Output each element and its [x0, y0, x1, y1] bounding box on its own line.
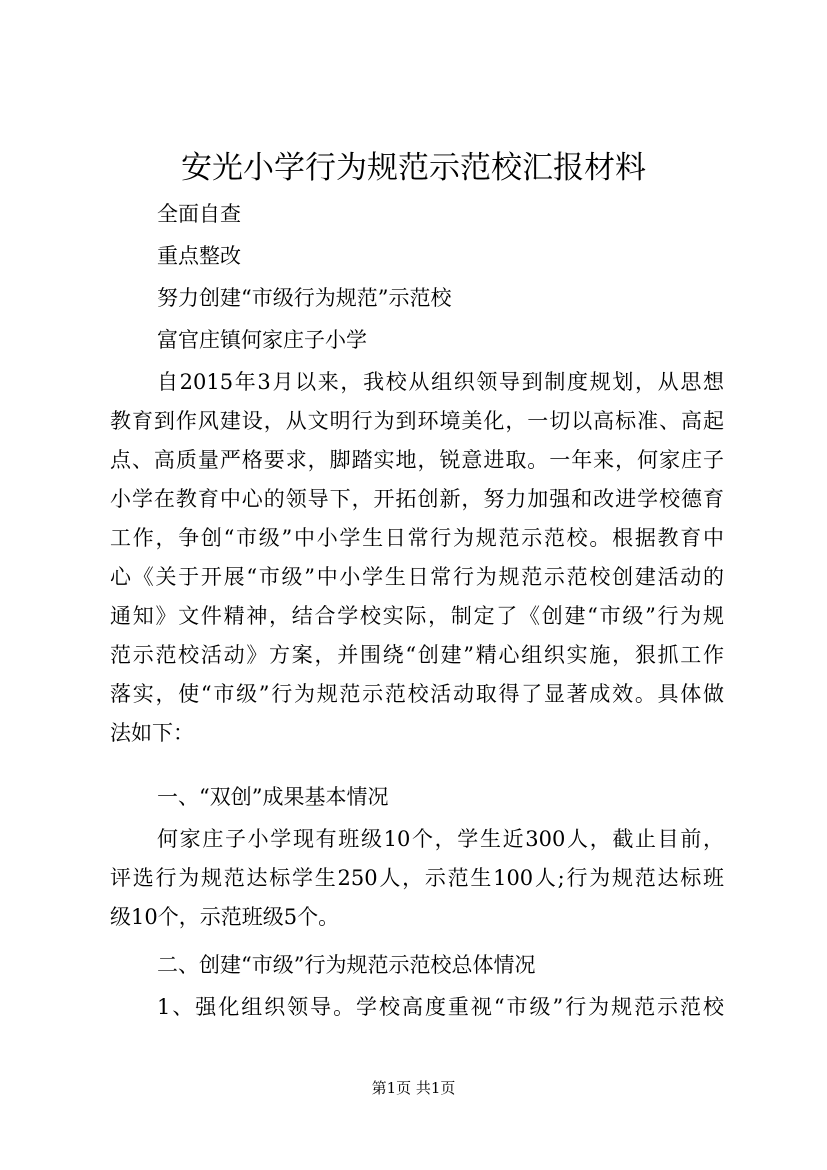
paragraph-line: 级10个，示范班级5个。 — [110, 905, 340, 929]
paragraph-line: 评选行为规范达标学生250人，示范生100人;行为规范达标班 — [110, 866, 724, 890]
subtitle-line: 努力创建“市级行为规范”示范校 — [157, 286, 452, 310]
paragraph-line: 教育到作风建设，从文明行为到环境美化，一切以高标准、高起 — [110, 409, 724, 433]
document-title: 安光小学行为规范示范校汇报材料 — [181, 150, 646, 186]
paragraph-line: 1、强化组织领导。学校高度重视“市级”行为规范示范校 — [157, 995, 724, 1019]
section-heading: 一、“双创”成果基本情况 — [157, 785, 389, 809]
paragraph-line: 法如下： — [110, 721, 194, 745]
paragraph-line: 小学在教育中心的领导下，开拓创新，努力加强和改进学校德育 — [110, 487, 724, 511]
paragraph-line: 点、高质量严格要求，脚踏实地，锐意进取。一年来，何家庄子 — [110, 448, 724, 472]
paragraph-line: 心《关于开展“市级”中小学生日常行为规范示范校创建活动的 — [110, 565, 724, 589]
paragraph-line: 自2015年3月以来，我校从组织领导到制度规划，从思想 — [157, 370, 724, 394]
subtitle-line: 全面自查 — [157, 202, 241, 226]
subtitle-line: 重点整改 — [157, 244, 241, 268]
paragraph-line: 何家庄子小学现有班级10个，学生近300人，截止目前， — [157, 827, 724, 851]
paragraph-line: 通知》文件精神，结合学校实际，制定了《创建“市级”行为规 — [110, 604, 724, 628]
paragraph-line: 落实，使“市级”行为规范示范校活动取得了显著成效。具体做 — [110, 682, 724, 706]
paragraph-line: 范示范校活动》方案，并围绕“创建”精心组织实施，狠抓工作 — [110, 643, 724, 667]
page-footer: 第1页 共1页 — [371, 1079, 456, 1097]
section-heading: 二、创建“市级”行为规范示范校总体情况 — [157, 953, 536, 977]
subtitle-line: 富官庄镇何家庄子小学 — [157, 328, 367, 352]
paragraph-line: 工作，争创“市级”中小学生日常行为规范示范校。根据教育中 — [110, 526, 724, 550]
